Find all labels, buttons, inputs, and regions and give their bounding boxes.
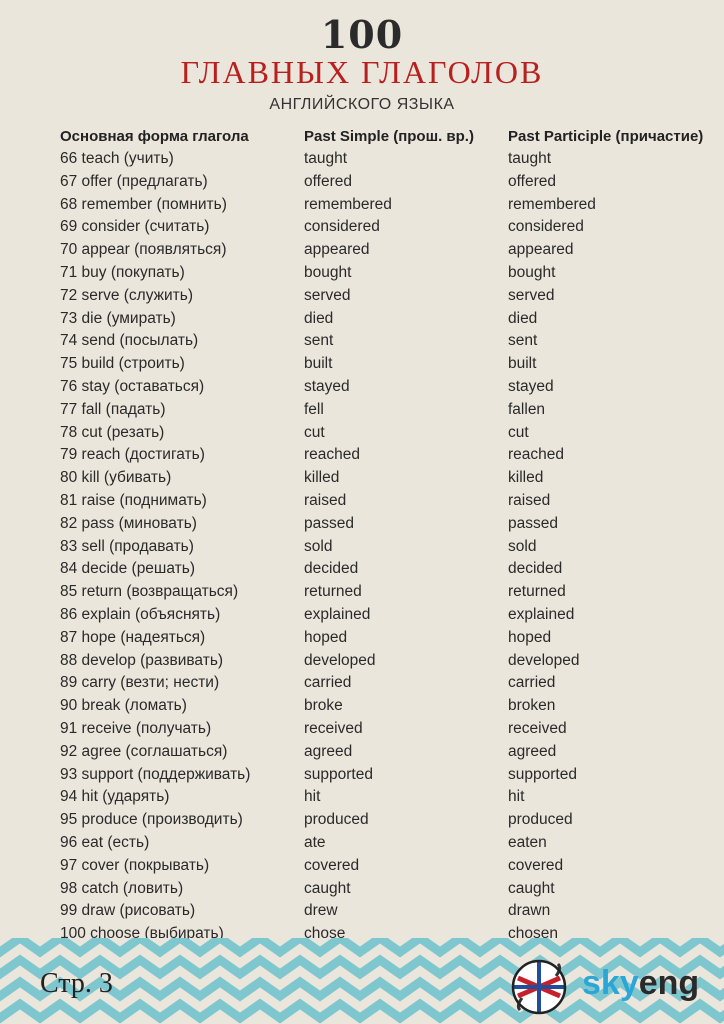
verb-past-simple: returned <box>304 583 362 601</box>
chevron-stripe <box>0 1004 724 1018</box>
verb-past-participle: supported <box>508 765 577 783</box>
brand-eng: eng <box>638 964 700 1002</box>
verb-past-participle: built <box>508 355 537 373</box>
brand-sky: sky <box>582 964 639 1002</box>
table-row <box>0 650 724 673</box>
table-row <box>0 490 724 513</box>
verb-past-simple: reached <box>304 446 361 464</box>
verb-past-simple: served <box>304 286 351 304</box>
verb-past-participle: caught <box>508 879 555 897</box>
verb-past-participle: carried <box>508 674 556 692</box>
verb-past-participle: taught <box>508 150 552 167</box>
verb-base-form: 67 offer (предлагать) <box>60 172 208 190</box>
verb-past-participle: died <box>508 309 538 327</box>
verb-past-simple: died <box>304 309 334 327</box>
column-header-base-form: Основная форма глагола <box>60 128 249 145</box>
verb-base-form: 86 explain (объяснять) <box>60 605 221 623</box>
verb-past-participle: considered <box>508 218 584 236</box>
verb-base-form: 75 build (строить) <box>60 355 185 373</box>
table-row <box>0 900 724 923</box>
table-header <box>0 126 724 148</box>
table-row <box>0 376 724 399</box>
verb-base-form: 89 carry (везти; нести) <box>60 674 220 692</box>
verb-past-simple: caught <box>304 879 351 897</box>
verb-base-form: 97 cover (покрывать) <box>60 856 210 874</box>
verb-base-form: 72 serve (служить) <box>60 286 193 304</box>
verb-base-form: 93 support (поддерживать) <box>60 765 251 783</box>
verb-past-participle: cut <box>508 423 529 441</box>
verb-base-form: 79 reach (достигать) <box>60 446 205 464</box>
verb-base-form: 71 buy (покупать) <box>60 263 185 281</box>
verb-past-participle: sent <box>508 332 538 350</box>
title-number: 100 <box>320 12 404 57</box>
table-row <box>0 148 724 171</box>
verb-past-participle: sold <box>508 537 537 555</box>
verb-past-simple: broke <box>304 697 343 715</box>
table-row <box>0 399 724 422</box>
verb-base-form: 90 break (ломать) <box>60 697 187 715</box>
verb-past-simple: appeared <box>304 241 370 259</box>
column-header-past-participle: Past Participle (причастие) <box>508 128 704 145</box>
table-row <box>0 422 724 445</box>
verb-past-simple: carried <box>304 674 352 692</box>
verb-base-form: 68 remember (помнить) <box>60 195 227 213</box>
table-row <box>0 444 724 467</box>
verb-past-simple: raised <box>304 491 347 509</box>
table-row <box>0 239 724 262</box>
verb-past-simple: drew <box>304 902 338 920</box>
table-row <box>0 285 724 308</box>
table-row <box>0 764 724 787</box>
verb-past-simple: decided <box>304 560 359 578</box>
verb-past-participle: chosen <box>508 925 558 943</box>
table-row <box>0 672 724 695</box>
verb-base-form: 82 pass (миновать) <box>60 514 197 532</box>
verb-past-participle: produced <box>508 811 573 829</box>
verb-past-participle: explained <box>508 605 575 623</box>
verb-past-simple: cut <box>304 423 325 441</box>
verb-past-simple: explained <box>304 605 371 623</box>
verb-past-participle: fallen <box>508 400 546 418</box>
verb-past-simple: taught <box>304 150 348 167</box>
verb-past-simple: hoped <box>304 628 348 646</box>
verb-past-simple: killed <box>304 469 340 487</box>
verb-table <box>0 126 724 946</box>
verb-base-form: 88 develop (развивать) <box>60 651 224 669</box>
verb-past-participle: returned <box>508 583 566 601</box>
verb-past-simple: chose <box>304 925 346 943</box>
verb-past-simple: sent <box>304 332 334 350</box>
verb-past-simple: offered <box>304 172 352 190</box>
verb-past-participle: served <box>508 286 555 304</box>
verb-past-simple: received <box>304 719 363 737</box>
verb-past-simple: hit <box>304 788 321 806</box>
verb-past-simple: built <box>304 355 333 373</box>
table-row <box>0 809 724 832</box>
page-title: ГЛАВНЫХ ГЛАГОЛОВ <box>180 54 544 90</box>
verb-past-simple: ate <box>304 833 326 851</box>
verb-past-simple: remembered <box>304 195 392 213</box>
table-row <box>0 353 724 376</box>
verb-base-form: 83 sell (продавать) <box>60 537 194 555</box>
verb-base-form: 95 produce (производить) <box>60 811 243 829</box>
verb-base-form: 76 stay (оставаться) <box>60 377 205 395</box>
verb-base-form: 94 hit (ударять) <box>60 788 170 806</box>
verb-past-participle: agreed <box>508 742 557 760</box>
verb-past-simple: considered <box>304 218 380 236</box>
table-row <box>0 171 724 194</box>
table-row <box>0 194 724 217</box>
table-row <box>0 308 724 331</box>
table-row <box>0 832 724 855</box>
verb-base-form: 78 cut (резать) <box>60 423 165 441</box>
verb-past-participle: broken <box>508 697 556 715</box>
verb-past-simple: passed <box>304 514 354 532</box>
table-row <box>0 216 724 239</box>
verb-base-form: 99 draw (рисовать) <box>60 902 196 920</box>
table-row <box>0 878 724 901</box>
page-number: Стр. 3 <box>40 968 113 999</box>
table-row <box>0 604 724 627</box>
verb-past-simple: agreed <box>304 742 353 760</box>
verb-base-form: 100 choose (выбирать) <box>60 925 224 943</box>
page-subtitle: АНГЛИЙСКОГО ЯЗЫКА <box>269 96 455 113</box>
table-row <box>0 786 724 809</box>
verb-past-participle: received <box>508 719 567 737</box>
verb-past-simple: fell <box>304 400 324 418</box>
table-row <box>0 513 724 536</box>
verb-past-participle: stayed <box>508 377 554 395</box>
verb-past-simple: sold <box>304 537 333 555</box>
table-row <box>0 581 724 604</box>
verb-past-simple: supported <box>304 765 373 783</box>
table-row <box>0 262 724 285</box>
verb-past-participle: developed <box>508 651 580 669</box>
verb-base-form: 73 die (умирать) <box>60 309 176 327</box>
verb-past-participle: remembered <box>508 195 596 213</box>
skyeng-logo-text <box>582 964 699 1003</box>
table-row <box>0 695 724 718</box>
verb-base-form: 96 eat (есть) <box>60 833 150 851</box>
verb-past-participle: offered <box>508 172 556 190</box>
verb-past-simple: bought <box>304 263 352 281</box>
verb-past-participle: reached <box>508 446 565 464</box>
verb-base-form: 66 teach (учить) <box>60 150 174 167</box>
verb-past-simple: produced <box>304 811 369 829</box>
verb-past-participle: killed <box>508 469 544 487</box>
verb-past-participle: passed <box>508 514 558 532</box>
chevron-stripe <box>0 938 724 952</box>
verb-base-form: 69 consider (считать) <box>60 218 210 236</box>
verb-base-form: 84 decide (решать) <box>60 560 195 578</box>
table-row <box>0 330 724 353</box>
table-row <box>0 855 724 878</box>
verb-base-form: 98 catch (ловить) <box>60 879 184 897</box>
verb-past-participle: hoped <box>508 628 552 646</box>
verb-past-participle: drawn <box>508 902 551 920</box>
verb-base-form: 85 return (возвращаться) <box>60 583 239 601</box>
table-row <box>0 718 724 741</box>
table-row <box>0 467 724 490</box>
verb-past-participle: hit <box>508 788 525 806</box>
verb-past-simple: covered <box>304 856 360 874</box>
column-header-past-simple: Past Simple (прош. вр.) <box>304 128 474 145</box>
verb-past-simple: stayed <box>304 377 350 395</box>
verb-base-form: 74 send (посылать) <box>60 332 199 350</box>
table-body <box>0 148 724 946</box>
verb-past-participle: raised <box>508 491 551 509</box>
verb-past-participle: appeared <box>508 241 574 259</box>
verb-base-form: 80 kill (убивать) <box>60 469 172 487</box>
verb-base-form: 92 agree (соглашаться) <box>60 742 228 760</box>
table-row <box>0 536 724 559</box>
table-row <box>0 558 724 581</box>
skyeng-globe-icon <box>510 958 568 1016</box>
verb-past-participle: decided <box>508 560 563 578</box>
verb-past-participle: eaten <box>508 833 547 851</box>
verb-base-form: 70 appear (появляться) <box>60 241 227 259</box>
verb-base-form: 91 receive (получать) <box>60 719 212 737</box>
verb-base-form: 81 raise (поднимать) <box>60 491 207 509</box>
table-row <box>0 627 724 650</box>
verb-past-simple: developed <box>304 651 376 669</box>
verb-past-participle: covered <box>508 856 564 874</box>
verb-base-form: 77 fall (падать) <box>60 400 166 418</box>
table-row <box>0 741 724 764</box>
verb-base-form: 87 hope (надеяться) <box>60 628 206 646</box>
verb-past-participle: bought <box>508 263 556 281</box>
